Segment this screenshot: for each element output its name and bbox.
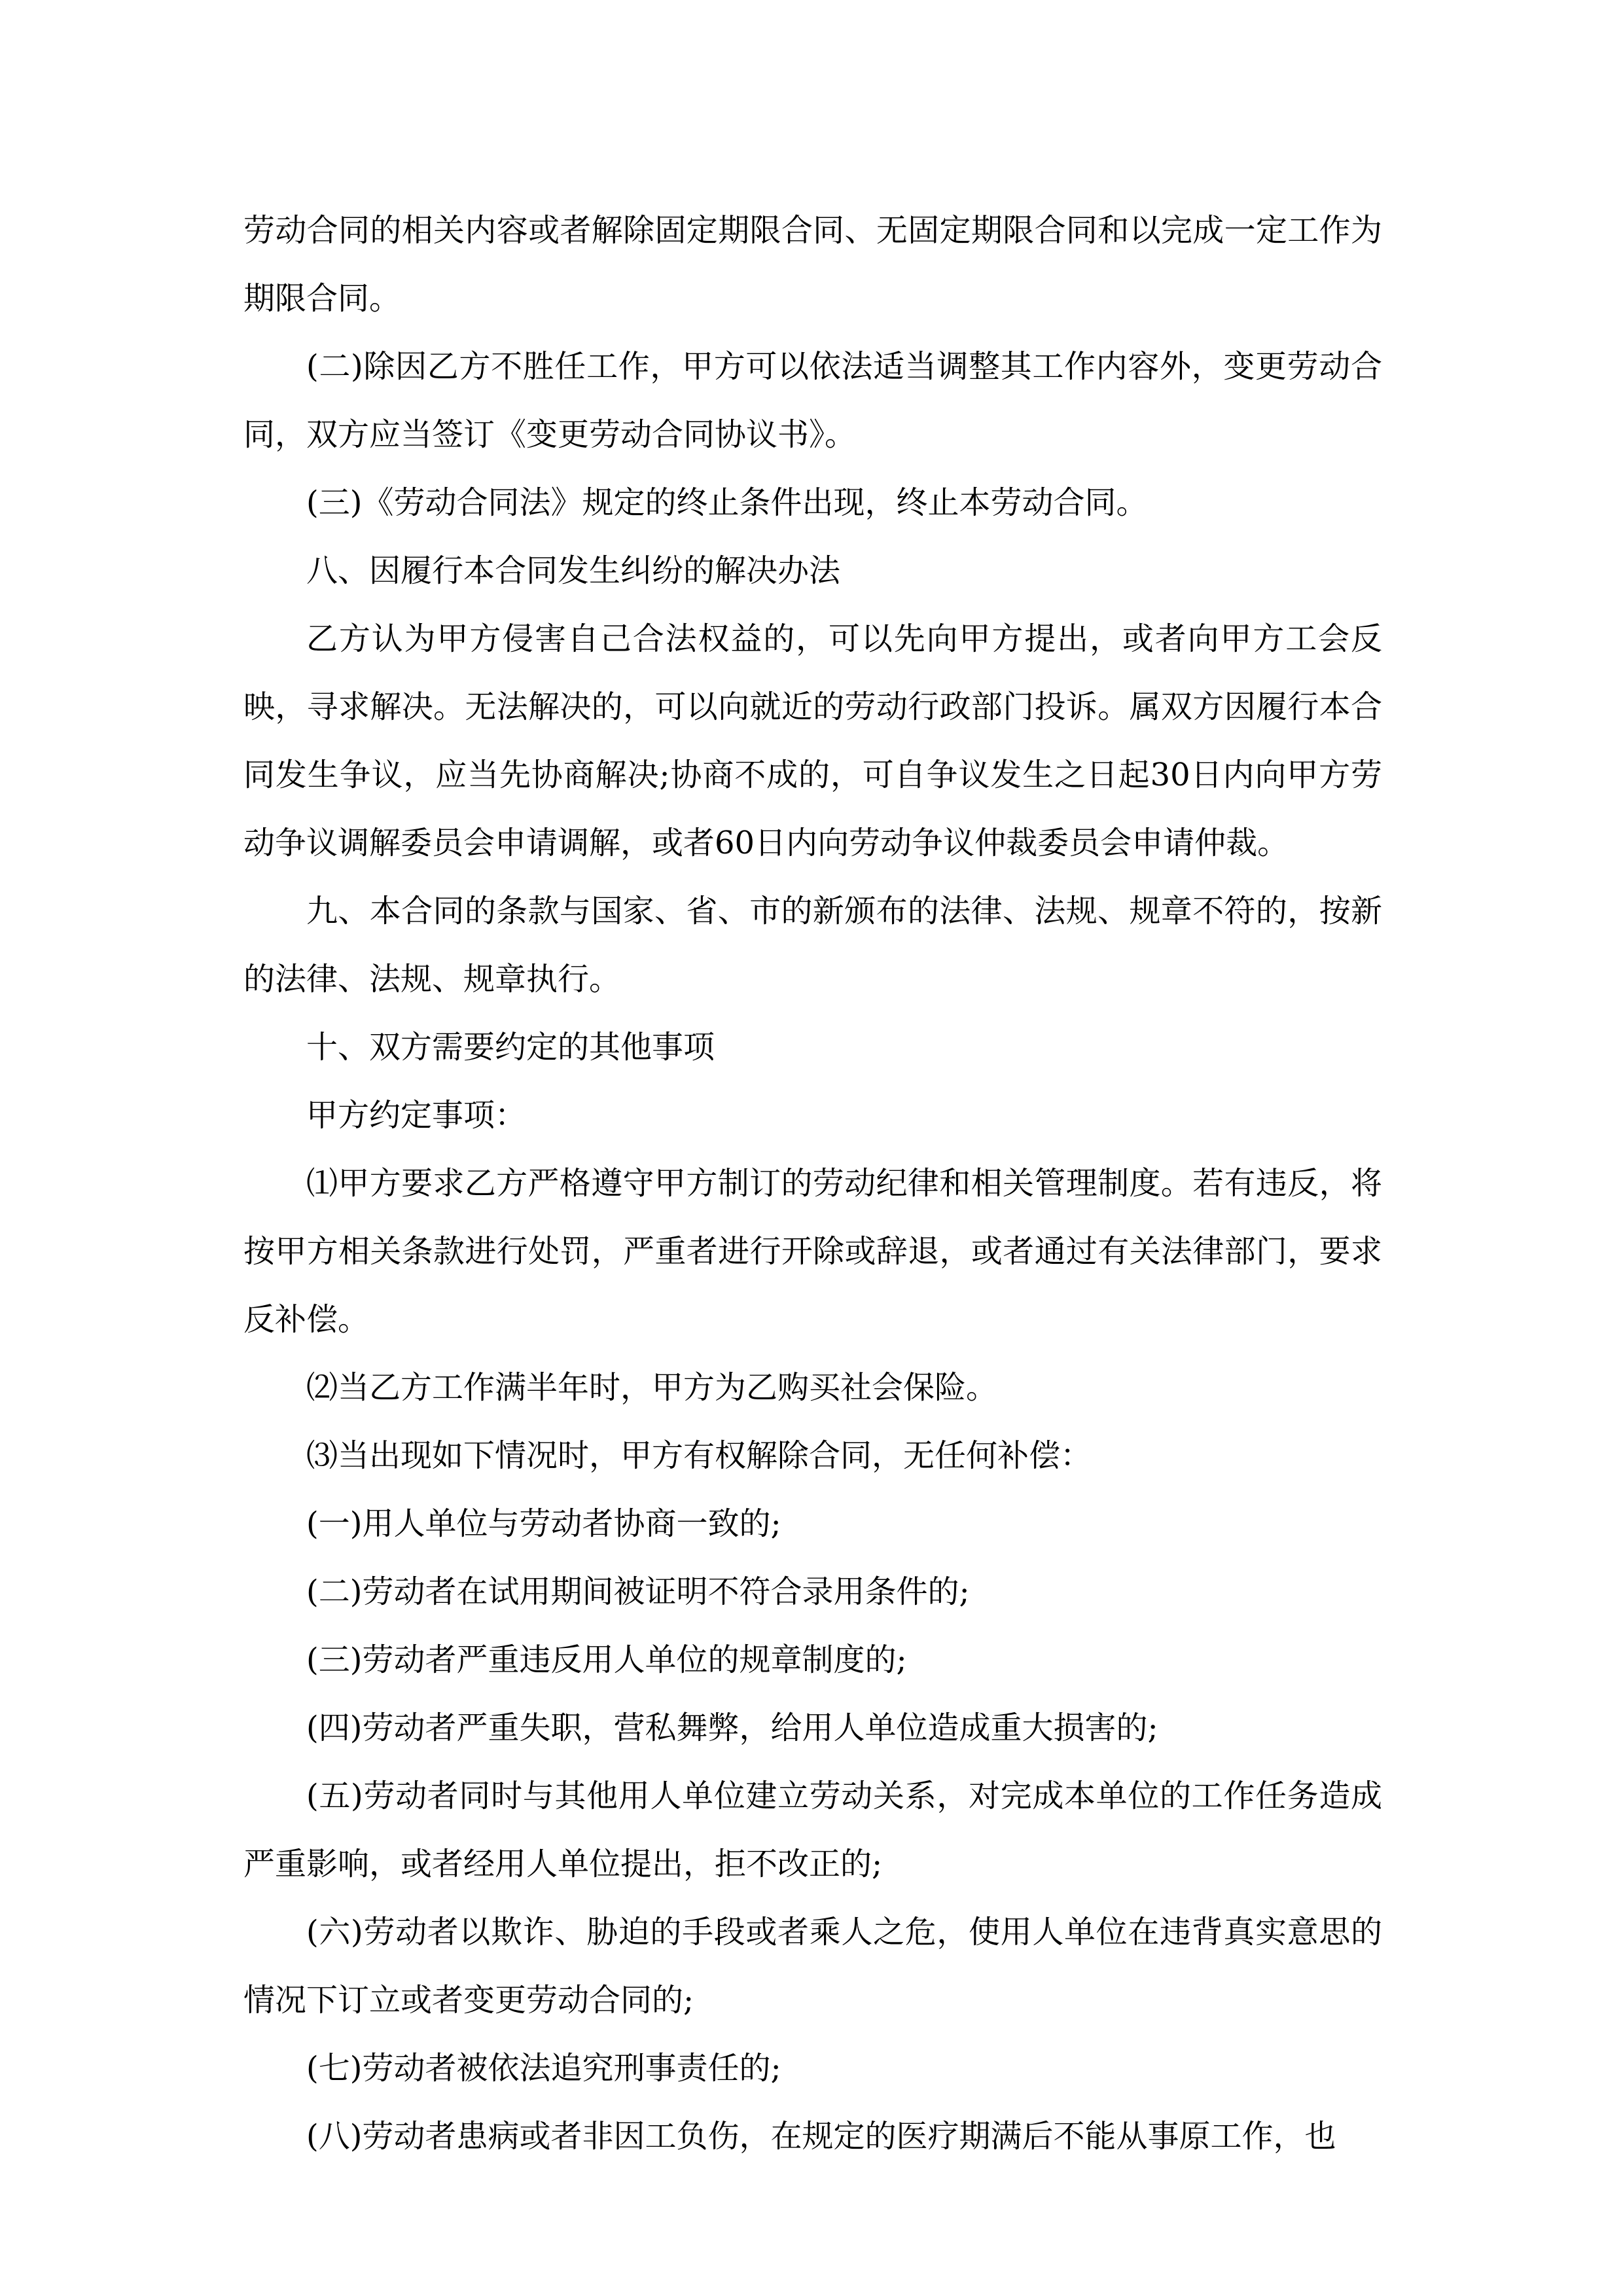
paragraph-change-contract: (二)除因乙方不胜任工作，甲方可以依法适当调整其工作内容外，变更劳动合同，双方应当签订《变更劳动合同协议书》。: [243, 348, 1382, 453]
section-heading-other-matters: 十、双方需要约定的其他事项: [306, 1029, 715, 1066]
paragraph-dispute-resolution: 乙方认为甲方侵害自己合法权益的，可以先向甲方提出，或者向甲方工会反映，寻求解决。无法解决的，可以向就近的劳动行政部门投诉。属双方因履行本合同发生争议，应当先协商解决;协商不成的，可自争议发生之日起30日内向甲方劳动争议调解委员会申请调解，或者60日内向劳动争议仲裁委员会申请仲裁。: [243, 620, 1382, 861]
section-heading-law-conflict: 九、本合同的条款与国家、省、市的新颁布的法律、法规、规章不符的，按新的法律、法规、规章执行。: [243, 893, 1382, 997]
sub-item-6: (六)劳动者以欺诈、胁迫的手段或者乘人之危，使用人单位在违背真实意思的情况下订立或者变更劳动合同的;: [243, 1914, 1382, 2018]
sub-item-5: (五)劳动者同时与其他用人单位建立劳动关系，对完成本单位的工作任务造成严重影响，或者经用人单位提出，拒不改正的;: [243, 1778, 1382, 1882]
sub-item-3: (三)劳动者严重违反用人单位的规章制度的;: [306, 1641, 907, 1678]
sub-item-2: (二)劳动者在试用期间被证明不符合录用条件的;: [306, 1573, 970, 1610]
sub-item-1: (一)用人单位与劳动者协商一致的;: [306, 1505, 781, 1542]
paragraph-contract-termination-cont: 劳动合同的相关内容或者解除固定期限合同、无固定期限合同和以完成一定工作为期限合同。: [243, 212, 1382, 317]
document-body: [243, 196, 1382, 2170]
list-item-2: ⑵当乙方工作满半年时，甲方为乙购买社会保险。: [306, 1369, 998, 1406]
list-item-1: ⑴甲方要求乙方严格遵守甲方制订的劳动纪律和相关管理制度。若有违反，将按甲方相关条款进行处罚，严重者进行开除或辞退，或者通过有关法律部门，要求反补偿。: [243, 1165, 1382, 1338]
section-heading-disputes: 八、因履行本合同发生纠纷的解决办法: [306, 552, 841, 589]
sub-item-7: (七)劳动者被依法追究刑事责任的;: [306, 2050, 781, 2087]
sub-item-8: (八)劳动者患病或者非因工负伤，在规定的医疗期满后不能从事原工作，也: [306, 2118, 1336, 2155]
subheading-party-a-items: 甲方约定事项：: [306, 1097, 527, 1134]
list-item-3: ⑶当出现如下情况时，甲方有权解除合同，无任何补偿：: [306, 1437, 1092, 1474]
paragraph-termination-condition: (三)《劳动合同法》规定的终止条件出现，终止本劳动合同。: [306, 484, 1148, 521]
sub-item-4: (四)劳动者严重失职，营私舞弊，给用人单位造成重大损害的;: [306, 1710, 1158, 1746]
